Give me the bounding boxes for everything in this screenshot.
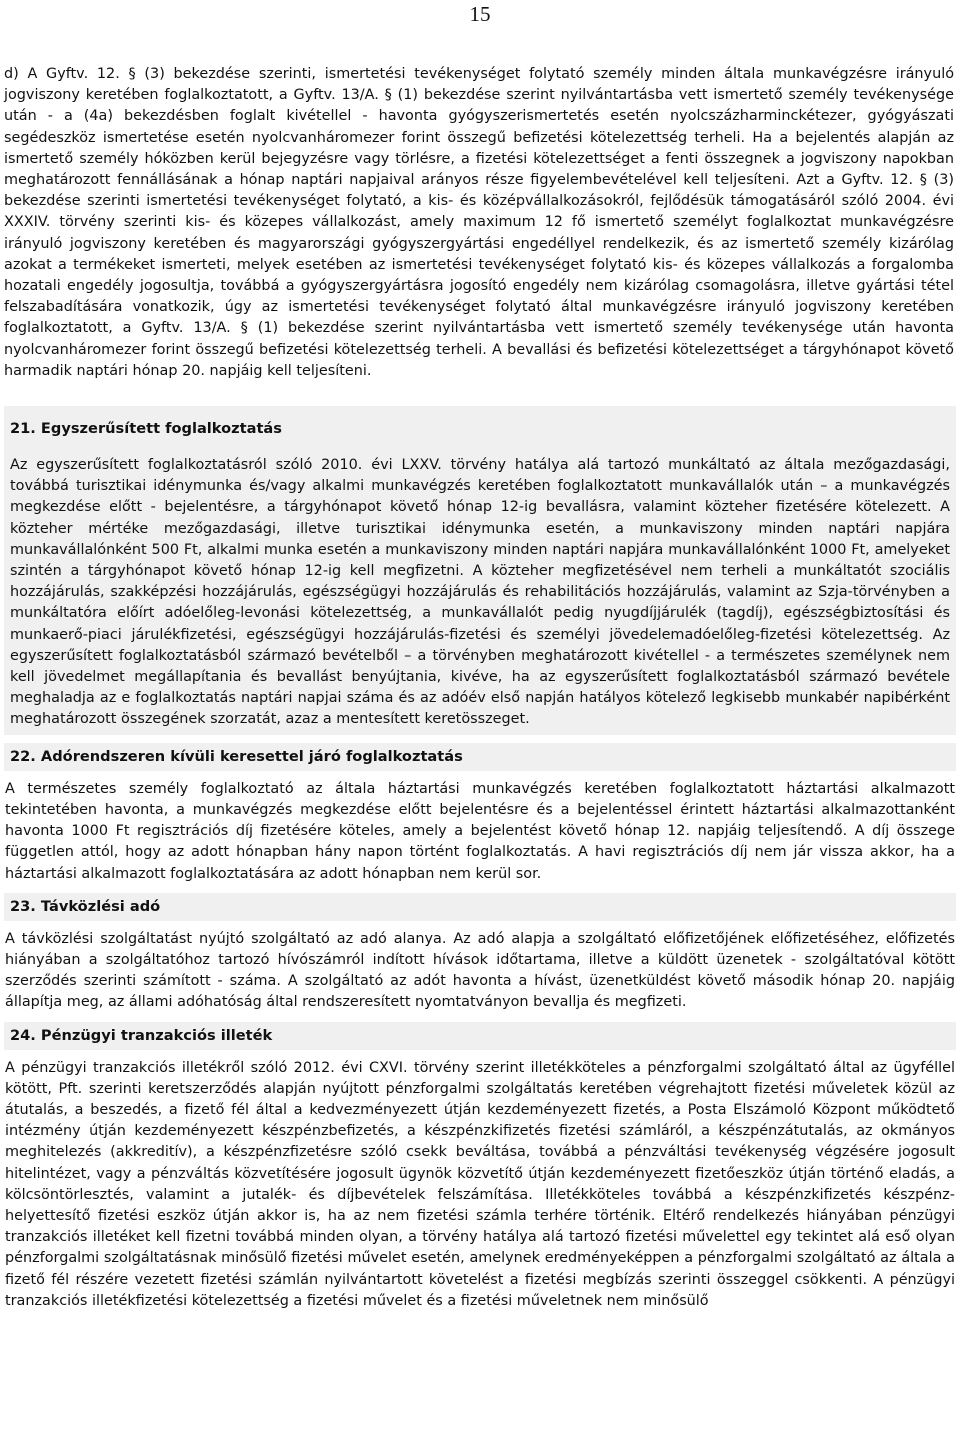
intro-paragraph: d) A Gyftv. 12. § (3) bekezdése szerinti, ismertetési tevékenységet folytató személy minden általa munkavégzésre irányuló jogviszony keretében foglalkoztatott, a Gyftv. 13/A. § (1) bekezdése szerint nyilvántartásba vett ismertető személy tevékenysége után - a (4a) bekezdésben foglalt kivétellel - havonta gyógyszerismertetés esetén nyolcszázharminckétezer, gyógyászati segédeszköz ismertetése esetén nyolcvanháromezer forint összegű befizetési kötelezettség terheli. Ha a bejelentés alapján az ismertető személy hóközben kerül bejegyzésre vagy törlésre, a fizetési kötelezettséget a fenti összegnek a jogviszony napokban meghatározott fennállásának a hónap naptári napjaival arányos része figyelembevételével kell teljesíteni. Azt a Gyftv. 12. § (3) bekezdése szerinti ismertetési tevékenységet folytató, a kis- és középvállalkozásokról, fejlődésük támogatásáról szóló 2004. évi XXXIV. törvény szerinti kis- és közepes vállalkozást, amely maximum 12 fő ismertető személyt foglalkoztat munkavégzésre irányuló jogviszony keretében és magyarországi gyógyszergyártási engedéllyel rendelkezik, és az ismertető személy kizárólag azokat a termékeket ismerteti, melyek esetében az ismertetési tevékenységet folytató kis- és közepes vállalkozás a forgalomba hozatali engedély jogosultja, továbbá a gyógyszergyártásra jogosító engedély nem kizárólag csomagolásra, illetve gyártási tétel felszabadítására vonatkozik, úgy az ismertetési tevékenységet folytató által munkavégzésre irányuló jogviszony keretében foglalkoztatott, a Gyftv. 13/A. § (1) bekezdése szerint nyilvántartásba vett ismertető személy tevékenysége után havonta nyolcvanháromezer forint összegű befizetési kötelezettség terheli. A bevallási és befizetési kötelezettséget a tárgyhónapot követő harmadik naptári hónap 20. napjáig kell teljesíteni. (4, 66, 954, 379)
document-body (4, 64, 956, 1312)
section-paragraph-22: A természetes személy foglalkoztató az általa háztartási munkavégzés keretében foglalkoztatott háztartási alkalmazott tekintetében havonta, a munkavégzés megkezdése előtt bejelentésre és a bejelentéssel érintett háztartási alkalmazottanként havonta 1000 Ft regisztrációs díj fizetésére köteles, amely a bejelentést követő hónap 12. napjáig teljesítendő. A díj összege független attól, hogy az adott hónapban hány napon történt foglalkoztatás. A havi regisztrációs díj nem jár vissza akkor, ha a háztartási alkalmazott foglalkoztatására az adott hónapban nem kerül sor. (5, 780, 955, 882)
page-number: 15 (469, 2, 491, 26)
section-heading-21: 21. Egyszerűsített foglalkoztatás (10, 420, 282, 438)
section-21 (4, 406, 956, 735)
section-heading-24: 24. Pénzügyi tranzakciós illeték (10, 1026, 273, 1044)
section-heading-box-24 (4, 1022, 956, 1050)
section-heading-22: 22. Adórendszeren kívüli keresettel járó foglalkoztatás (10, 747, 463, 765)
section-heading-box-23 (4, 893, 956, 921)
section-paragraph-24: A pénzügyi tranzakciós illetékről szóló 2012. évi CXVI. törvény szerint illetékköteles a pénzforgalmi szolgáltató által az ügyféllel kötött, Pft. szerinti keretszerződés alapján nyújtott pénzforgalmi szolgáltatás keretében végrehajtott fizetési műveletek közül az átutalás, a beszedés, a fizető fél által a kedvezményezett útján kezdeményezett fizetés, a Posta Elszámoló Központ működtető intézmény útján kezdeményezett készpénzbefizetés, a készpénzkifizetés fizetési számláról, a készpénzátutalás, az okmányos meghitelezés (akkreditív), a készpénzfizetésre szóló csekk beváltása, továbbá a pénzváltási tevékenység végzésére jogosult hitelintézet, vagy a pénzváltás közvetítésére jogosult ügynök közvetítő útján kezdeményezett fizetőeszköz útján történő eladás, a kölcsöntörlesztés, valamint a jutalék- és díjbevételek felszámítása. Illetékköteles továbbá a készpénzkifizetés készpénz-helyettesítő fizetési eszköz útján akkor is, ha az nem fizetési számla terhére történik. Eltérő rendelkezés hiányában pénzügyi tranzakciós illetéket kell fizetni továbbá minden olyan, a törvény hatálya alá tartozó fizetési művelettel egy tekintet alá eső olyan pénzforgalmi szolgáltatásnak minősülő fizetési művelet esetén, amelynek eredményeképpen a pénzforgalmi szolgáltató az általa a fizető fél részére vezetett fizetési számlán nyilvántartott követelést a fizetési megbízás szerinti összeggel csökkenti. A pénzügyi tranzakciós illetékfizetési kötelezettség a fizetési művelet és a fizetési műveletnek nem minősülő (5, 1059, 955, 1309)
section-paragraph-21: Az egyszerűsített foglalkoztatásról szóló 2010. évi LXXV. törvény hatálya alá tartozó munkáltató az általa mezőgazdasági, továbbá turisztikai idénymunka és/vagy alkalmi munkavégzés keretében foglalkoztatott munkavállalók után – a munkavégzés megkezdése előtt - bejelentésre, a tárgyhónapot követő hónap 12-ig bevallásra, valamint közteher fizetésére kötelezett. A közteher mértéke mezőgazdasági, illetve turisztikai idénymunka esetén, a munkaviszony minden naptári napjára munkavállalónként 500 Ft, alkalmi munka esetén a munkaviszony minden naptári napjára munkavállalónként 1000 Ft, amelyeket szintén a tárgyhónapot követő hónap 12-ig kell megfizetni. A közteher megfizetésével nem terheli a munkáltatót szociális hozzájárulás, szakképzési hozzájárulás, egészségügyi hozzájárulás és rehabilitációs hozzájárulás, valamint az Szja-törvényben a munkáltatóra előírt adóelőleg-levonási kötelezettség, a munkavállalót pedig nyugdíjjárulék (tagdíj), egészségbiztosítási és munkaerő-piaci járulékfizetési, egészségügyi hozzájárulás-fizetési és személyi jövedelemadóelőleg-fizetési kötelezettség. Az egyszerűsített foglalkoztatásból származó bevételből – a törvényben meghatározott kivétellel - a természetes személynek nem kell jövedelmet megállapítania és bevallást benyújtania, kivéve, ha az egyszerűsített foglalkoztatásból származó bevétele meghaladja az e foglalkoztatás naptári napjai száma és az adóév első napján hatályos kötelező legkisebb munkabér napibérként meghatározott összegének szorzatát, azaz a mentesített keretösszeget. (10, 457, 950, 728)
section-paragraph-23: A távközlési szolgáltatást nyújtó szolgáltató az adó alanya. Az adó alapja a szolgáltató előfizetőjének előfizetéséhez, előfizetés hiányában a szolgáltatóhoz tartozó hívószámról indított hívások időtartama, illetve a küldött üzenetek - szolgáltatóval kötött szerződés szerinti számított - száma. A szolgáltató az adót havonta a hívást, üzenetküldést követő második hónap 20. napjáig állapítja meg, az állami adóhatóság által rendszeresített nyomtatványon bevallja és megfizeti. (5, 930, 955, 1011)
section-heading-23: 23. Távközlési adó (10, 897, 161, 915)
section-heading-box-22 (4, 743, 956, 771)
